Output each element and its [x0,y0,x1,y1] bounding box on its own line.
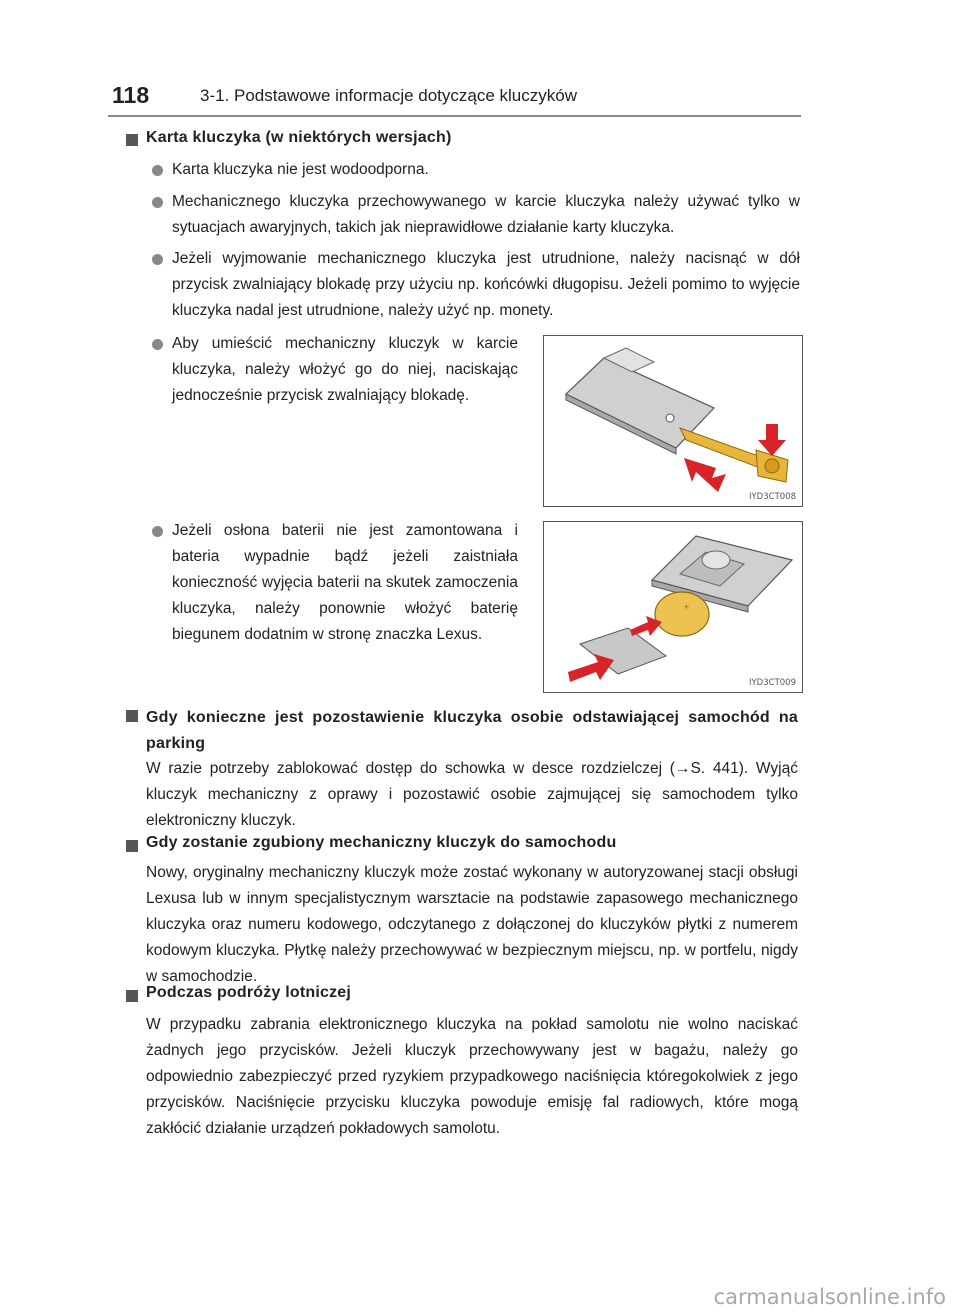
round-bullet-icon [152,165,163,176]
heading-parking: Gdy konieczne jest pozostawienie kluczyka osobie odstawiającej samochód na parking [146,709,798,752]
key-card-illustration [544,336,802,506]
figure-battery [543,521,803,693]
round-bullet-icon [152,197,163,208]
square-bullet-icon [126,134,138,146]
card-item-3: Jeżeli wyjmowanie mechanicznego kluczyka jest utrudnione, należy nacisnąć w dół przycisk zwalniający blokadę przy użyciu np. końcówki długopisu. Jeżeli pomimo to wyjęcie kluczyka nadal jest utrudnione, należy użyć np. monety. [172,250,800,319]
card-item-2: Mechanicznego kluczyka przechowywanego w karcie kluczyka należy używać tylko w sytuacjach awaryjnych, takich jak nieprawidłowe działanie karty kluczyka. [172,193,800,236]
page-number: 118 [112,82,150,108]
card-item-1: Karta kluczyka nie jest wodoodporna. [172,161,429,178]
section-title: 3-1. Podstawowe informacje dotyczące kluczyków [200,86,577,105]
lexus-emblem [702,551,730,569]
square-bullet-icon [126,840,138,852]
card-hole [666,414,674,422]
heading-lost-key: Gdy zostanie zgubiony mechaniczny kluczyk do samochodu [146,834,617,851]
round-bullet-icon [152,526,163,537]
square-bullet-icon [126,990,138,1002]
card-item-4: Aby umieścić mechaniczny kluczyk w karcie kluczyka, należy włożyć go do niej, naciskając jednocześnie przycisk zwalniający blokadę. [172,335,518,404]
figure-code: IYD3CT008 [748,492,796,502]
press-arrow-icon [758,424,786,456]
insert-arrow-icon [684,458,726,492]
figure-code: IYD3CT009 [748,678,796,688]
release-button [765,459,779,473]
flight-text: W przypadku zabrania elektronicznego kluczyka na pokład samolotu nie wolno naciskać żadnych jego przycisków. Jeżeli kluczyk przechowywany jest w bagażu, należy go odpowiednio zabezpieczyć przed ryzykiem przypadkowego naciśnięcia któregokolwiek z jego przycisków. Naciśnięcie przycisku kluczyka powoduje emisję fal radiowych, które mogą zakłócić działanie urządzeń pokładowych samolotu. [146,1016,798,1137]
figure-insert-key [543,335,803,507]
heading-card: Karta kluczyka (w niektórych wersjach) [146,129,452,146]
lost-key-text: Nowy, oryginalny mechaniczny kluczyk może zostać wykonany w autoryzowanej stacji obsługi Lexusa lub w innym specjalistycznym warsztacie na podstawie zapasowego mechanicznego kluczyka oraz numeru kodowego, odczytanego z dołączonej do kluczyków płytki z numerem kodowym kluczyka. Płytkę należy przechowywać w bezpiecznym miejscu, np. w portfelu, nigdy w samochodzie. [146,864,798,985]
coin-battery [655,592,709,636]
round-bullet-icon [152,254,163,265]
plus-sign: + [684,602,690,612]
parking-text: W razie potrzeby zablokować dostęp do schowka w desce rozdzielczej (→S. 441). Wyjąć kluczyk mechaniczny z oprawy i pozostawić osobie zajmującej się samochodem tylko elektroniczny kluczyk. [146,760,798,829]
cover-arrow-icon [568,654,614,682]
round-bullet-icon [152,339,163,350]
heading-flight: Podczas podróży lotniczej [146,984,352,1001]
battery-illustration [544,522,802,692]
page-header [0,0,960,118]
header-divider [108,115,801,117]
card-item-5: Jeżeli osłona baterii nie jest zamontowana i bateria wypadnie bądź jeżeli zaistniała konieczność wyjęcia baterii na skutek zamoczenia kluczyka, należy ponownie włożyć baterię biegunem dodatnim w stronę znaczka Lexus. [172,522,518,643]
watermark: carmanualsonline.info [713,1285,946,1309]
square-bullet-icon [126,710,138,722]
